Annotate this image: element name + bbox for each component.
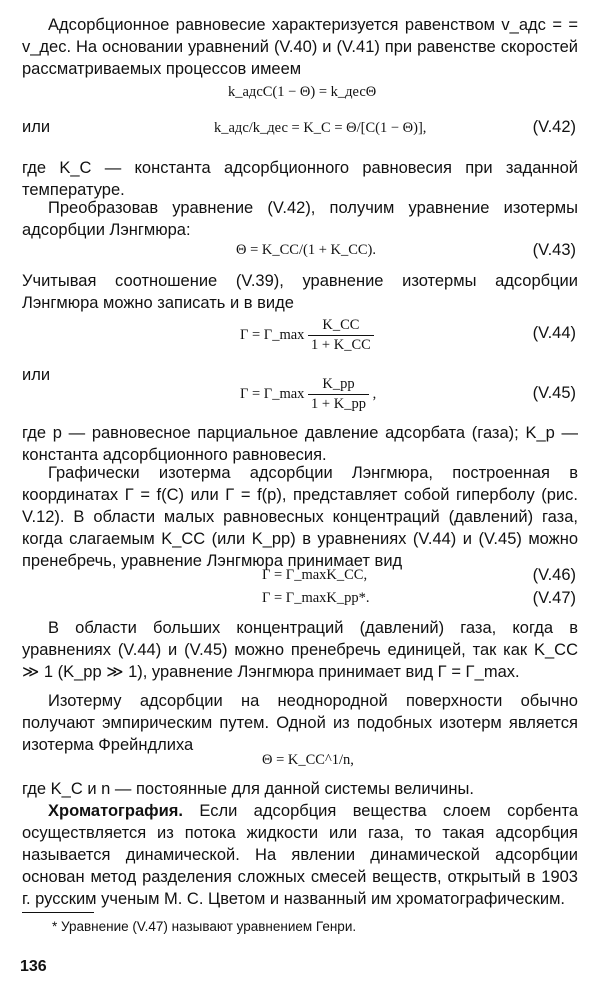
heading-chromatography: Хроматография. [48,802,183,820]
word-or-1: или [22,118,51,136]
equation-number-v44: (V.44) [532,324,576,342]
equation-v44-lhs: Γ = Γ_max [240,326,305,343]
paragraph-pressure-definition: где p — равновесное парциальное давление адсорбата (газа); K_p — константа адсорбционного равновесия. [22,424,578,464]
equation-number-v46: (V.46) [532,566,576,584]
equation-number-v43: (V.43) [532,241,576,259]
equation-v44-fraction [308,317,374,354]
equation-rate-equality: k_адсC(1 − Θ) = k_десΘ [228,84,377,100]
equation-v42: k_адс/k_дес = K_C = Θ/[C(1 − Θ)], [214,120,427,136]
paragraph-high-concentration: В области больших концентраций (давлений) газа, когда в уравнениях (V.44) и (V.45) можно пренебречь единицей, так как K_CC ≫ 1 (K_pp ≫ 1), уравнение Лэнгмюра принимает вид Γ = Γ_max. [22,619,578,681]
footnote: * Уравнение (V.47) называют уравнением Генри. [52,919,357,934]
paragraph-graph-description: Графически изотерма адсорбции Лэнгмюра, построенная в координатах Γ = f(C) или Γ = f(p), представляет собой гиперболу (рис. V.12). В области малых равновесных концентраций (давлений) газа, когда слагаемым K_CC (или K_pp) в уравнениях (V.44) и (V.45) можно пренебречь, уравнение Лэнгмюра принимает вид [22,464,578,570]
paragraph-constants: где K_C и n — постоянные для данной системы величины. [22,780,474,798]
equation-freundlich: Θ = K_CC^1/n, [262,752,354,768]
word-or-2: или [22,366,51,384]
equation-v47: Γ = Γ_maxK_pp*. [262,590,370,606]
paragraph-langmuir-intro: Преобразовав уравнение (V.42), получим уравнение изотермы адсорбции Лэнгмюра: [22,199,578,239]
equation-v43: Θ = K_CC/(1 + K_CC). [236,242,377,258]
equation-v46: Γ = Γ_maxK_CC, [262,567,368,583]
paragraph-langmuir-form: Учитывая соотношение (V.39), уравнение изотермы адсорбции Лэнгмюра можно записать и в виде [22,272,578,312]
paragraph-freundlich-intro: Изотерму адсорбции на неоднородной поверхности обычно получают эмпирическим путем. Одной из подобных изотерм является изотерма Фрейндлиха [22,692,578,754]
footnote-divider [22,912,94,913]
equation-number-v45: (V.45) [532,384,576,402]
equation-v44 [240,317,374,354]
equation-v45-lhs: Γ = Γ_max [240,385,305,402]
equation-v45-numerator: K_pp [308,376,369,395]
equation-v45-tail: , [372,385,377,402]
paragraph-kc-definition: где K_C — константа адсорбционного равновесия при заданной температуре. [22,159,578,199]
paragraph-chromatography-text: Если адсорбция вещества слоем сорбента осуществляется из потока жидкости или газа, то такая адсорбция называется динамической. На явлении динамической адсорбции основан метод разделения сложных смесей веществ, открытый в 1903 г. русским ученым М. С. Цветом и названный им хроматографическим. [22,802,578,908]
equation-v44-denominator: 1 + K_CC [311,337,371,353]
equation-v45 [240,376,376,413]
page-number: 136 [20,958,47,975]
paragraph-equilibrium: Адсорбционное равновесие характеризуется равенством v_адс = = v_дес. На основании уравнений (V.40) и (V.41) при равенстве скоростей рассматриваемых процессов имеем [22,16,578,78]
equation-number-v47: (V.47) [532,589,576,607]
equation-v45-denominator: 1 + K_pp [311,396,366,412]
equation-number-v42: (V.42) [532,118,576,136]
equation-v45-fraction [308,376,369,413]
equation-v44-numerator: K_CC [308,317,374,336]
paragraph-chromatography [22,800,578,910]
